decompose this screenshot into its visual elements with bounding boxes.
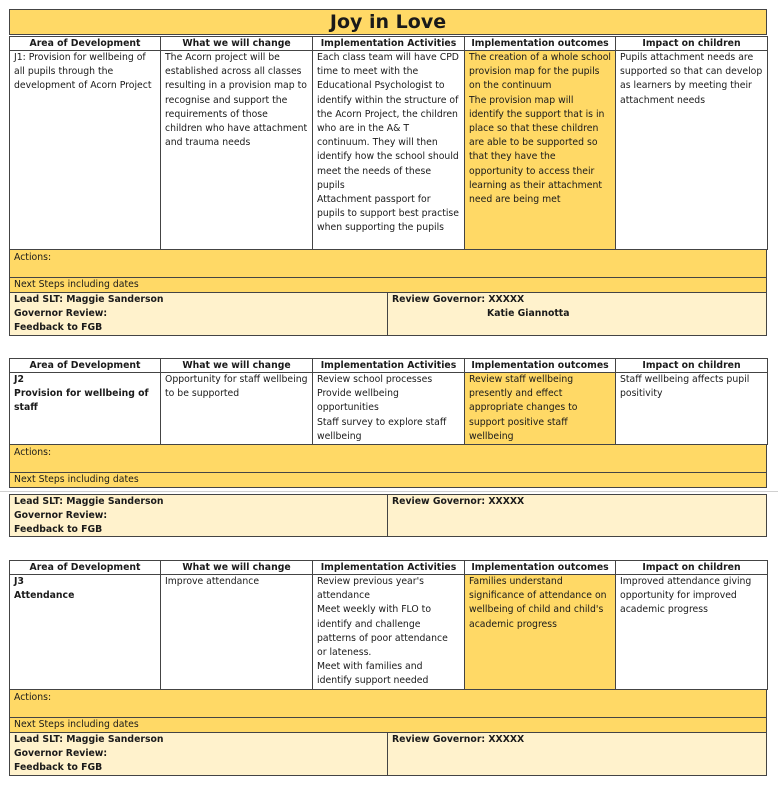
area-cell (10, 575, 161, 690)
cell-text: Opportunity for staff wellbeing to be supported (165, 374, 308, 400)
section-j1 (9, 36, 767, 336)
header-change: What we will change (161, 37, 313, 51)
cell-text: Families understand significance of attendance on wellbeing of child and child's academic progress (469, 576, 607, 630)
header-outcomes: Implementation outcomes (465, 359, 616, 373)
next-steps-row (9, 718, 767, 733)
footer-row (9, 733, 767, 776)
footer-right (388, 293, 766, 335)
area-cell (10, 51, 161, 250)
plan-table (9, 560, 768, 690)
header-area: Area of Development (10, 359, 161, 373)
page-divider (0, 491, 778, 492)
cell-text: Staff wellbeing affects pupil positivity (620, 374, 750, 400)
change-cell (161, 575, 313, 690)
cell-text: Pupils attachment needs are supported so that can develop as learners by meeting their attachment needs (620, 52, 763, 106)
section-j2-footer (9, 494, 767, 537)
cell-text: Provide wellbeing opportunities (317, 388, 399, 414)
review-governor: Review Governor: XXXXX (392, 733, 525, 745)
actions-label: Actions: (14, 447, 52, 459)
change-cell (161, 51, 313, 250)
activities-cell (313, 51, 465, 250)
next-steps-row (9, 473, 767, 488)
lead-slt: Lead SLT: Maggie Sanderson (14, 496, 164, 507)
next-steps-row (9, 278, 767, 293)
impact-cell (616, 373, 768, 445)
header-area: Area of Development (10, 561, 161, 575)
section-j2 (9, 358, 767, 488)
lead-slt: Lead SLT: Maggie Sanderson (14, 733, 164, 745)
cell-text: Attachment passport for pupils to support best practise when supporting the pupils (317, 194, 459, 234)
cell-text: Improved attendance giving opportunity for improved academic progress (620, 576, 752, 616)
cell-text: Provision for wellbeing of staff (14, 388, 149, 414)
feedback-fgb: Feedback to FGB (14, 524, 103, 535)
impact-cell (616, 575, 768, 690)
header-activities: Implementation Activities (313, 37, 465, 51)
governor-review: Governor Review: (14, 308, 108, 319)
area-cell (10, 373, 161, 445)
cell-text: Staff survey to explore staff wellbeing (317, 416, 447, 442)
outcomes-cell (465, 51, 616, 250)
cell-text: Review previous year's attendance (317, 576, 424, 602)
cell-text: J3 (14, 576, 24, 587)
cell-text: Meet with families and identify support needed (317, 661, 429, 687)
cell-text: Review staff wellbeing presently and effect appropriate changes to support positive staff wellbeing (469, 374, 578, 442)
footer-right (388, 495, 766, 536)
activities-cell (313, 373, 465, 445)
header-impact: Impact on children (616, 37, 768, 51)
governor-review: Governor Review: (14, 747, 108, 759)
cell-text: Improve attendance (165, 576, 260, 587)
footer-left (10, 293, 388, 335)
cell-text: Attendance (14, 590, 75, 602)
document-title: Joy in Love (9, 9, 767, 35)
review-governor: Review Governor: XXXXX (392, 496, 525, 507)
feedback-fgb: Feedback to FGB (14, 761, 103, 773)
footer-right (388, 733, 766, 775)
header-change: What we will change (161, 359, 313, 373)
cell-text: The Acorn project will be established across all classes resulting in a provision map to recognise and support the requirements of those children who have attachment and trauma needs (165, 52, 308, 149)
header-change: What we will change (161, 561, 313, 575)
next-steps-label: Next Steps including dates (14, 279, 139, 290)
cell-text: Meet weekly with FLO to identify and challenge patterns of poor attendance or lateness. (317, 604, 448, 659)
header-outcomes: Implementation outcomes (465, 37, 616, 51)
cell-text: The creation of a whole school provision map for the pupils on the continuum (469, 52, 611, 92)
footer-left (10, 495, 388, 536)
cell-text: Review school processes (317, 374, 433, 385)
next-steps-label: Next Steps including dates (14, 718, 139, 730)
header-outcomes: Implementation outcomes (465, 561, 616, 575)
plan-table (9, 358, 768, 445)
section-j3 (9, 560, 767, 776)
actions-row (9, 445, 767, 473)
header-activities: Implementation Activities (313, 359, 465, 373)
header-impact: Impact on children (616, 561, 768, 575)
next-steps-label: Next Steps including dates (14, 474, 139, 486)
outcomes-cell (465, 373, 616, 445)
actions-label: Actions: (14, 691, 52, 703)
actions-row (9, 250, 767, 278)
governor-name: Katie Giannotta (487, 308, 570, 319)
plan-table (9, 36, 768, 250)
change-cell (161, 373, 313, 445)
lead-slt: Lead SLT: Maggie Sanderson (14, 294, 164, 305)
cell-text: The provision map will identify the support that is in place so that these children are able to be supported so that they have the opportunity to access their learning as their attachment need are being met (469, 94, 605, 206)
governor-review: Governor Review: (14, 510, 108, 521)
footer-row (9, 293, 767, 336)
activities-cell (313, 575, 465, 690)
feedback-fgb: Feedback to FGB (14, 322, 103, 333)
outcomes-cell (465, 575, 616, 690)
header-activities: Implementation Activities (313, 561, 465, 575)
actions-row (9, 690, 767, 718)
cell-text: Each class team will have CPD time to meet with the Educational Psychologist to identify within the structure of the Acorn Project, the children who are in the A& T continuum. They will then identify how the school should meet the needs of these pupils (317, 52, 459, 191)
footer-row (9, 494, 767, 537)
footer-left (10, 733, 388, 775)
review-governor: Review Governor: XXXXX (392, 294, 525, 305)
header-impact: Impact on children (616, 359, 768, 373)
cell-text: J2 (14, 374, 24, 385)
header-area: Area of Development (10, 37, 161, 51)
cell-text: J1: Provision for wellbeing of all pupils through the development of Acorn Project (14, 52, 152, 92)
actions-label: Actions: (14, 252, 52, 263)
impact-cell (616, 51, 768, 250)
